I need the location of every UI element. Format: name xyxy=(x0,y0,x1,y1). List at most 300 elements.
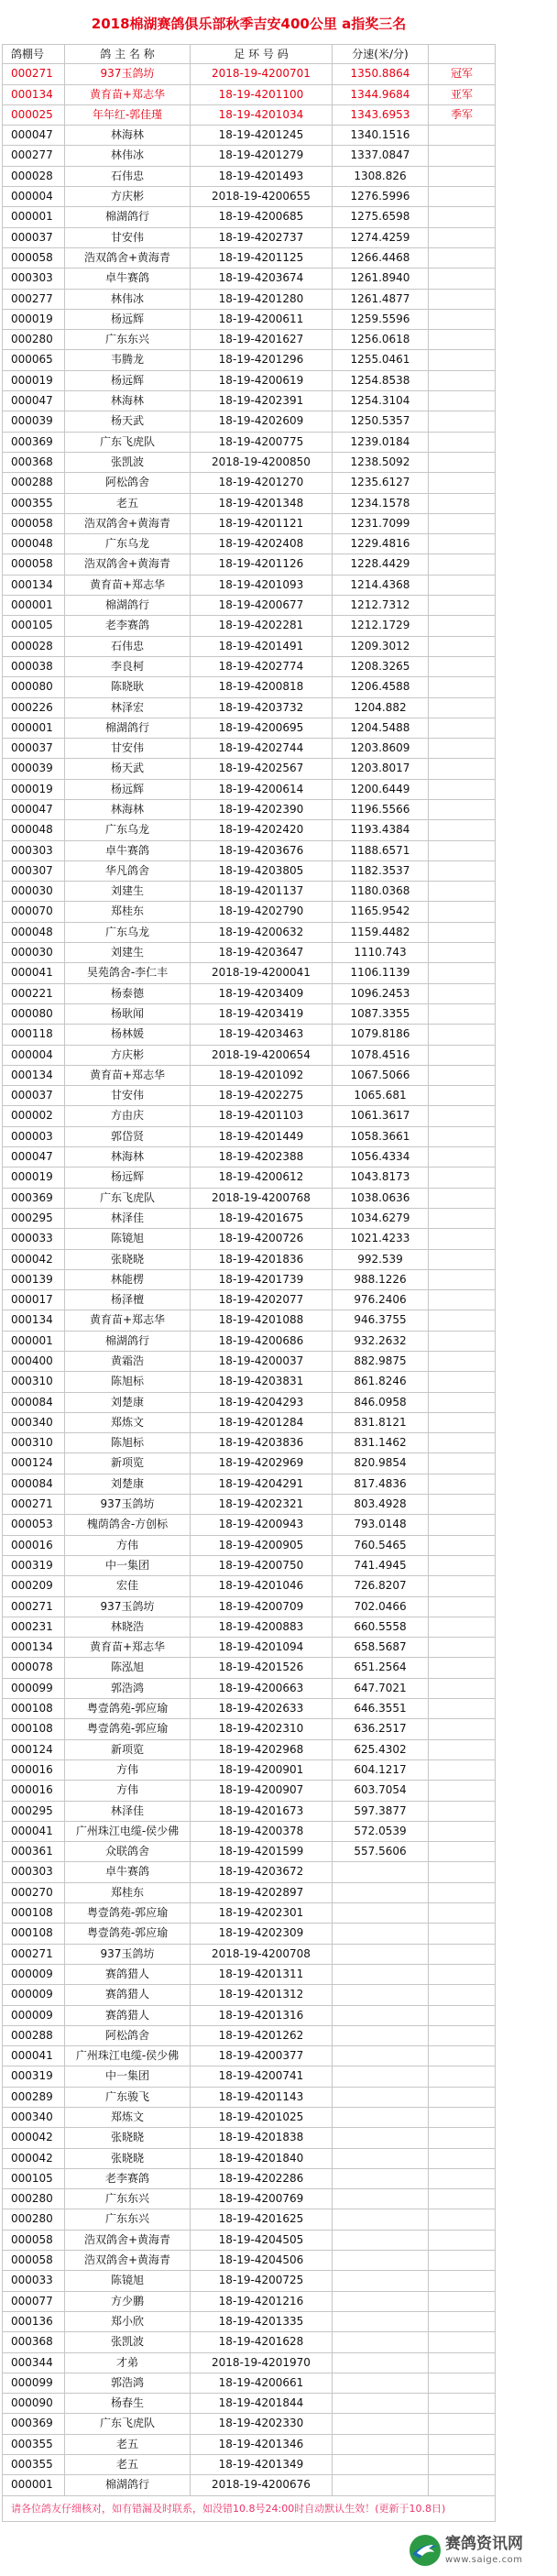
speed-cell: 1231.7099 xyxy=(333,514,429,533)
speed-cell xyxy=(333,2353,429,2373)
ring-number-cell: 18-19-4200378 xyxy=(191,1822,333,1841)
loft-id-cell: 000108 xyxy=(3,1719,65,1738)
award-cell xyxy=(429,2312,496,2331)
award-cell xyxy=(429,2475,496,2494)
speed-cell: 1058.3661 xyxy=(333,1127,429,1146)
loft-id-cell: 000099 xyxy=(3,2373,65,2393)
speed-cell xyxy=(333,2046,429,2066)
owner-name-cell: 老李赛鸽 xyxy=(65,2169,191,2188)
award-cell xyxy=(429,657,496,676)
watermark-site-name: 赛鸽资讯网 xyxy=(445,2535,523,2553)
loft-id-cell: 000090 xyxy=(3,2394,65,2413)
header-row xyxy=(2,44,496,64)
table-row xyxy=(2,2373,496,2394)
speed-cell: 1214.4368 xyxy=(333,575,429,595)
award-cell xyxy=(429,1658,496,1677)
loft-id-cell: 000001 xyxy=(3,718,65,738)
award-cell xyxy=(429,2088,496,2107)
award-cell xyxy=(429,534,496,554)
owner-name-cell: 方伟 xyxy=(65,1781,191,1800)
table-row xyxy=(2,2475,496,2495)
owner-name-cell: 槐荫鸽舍-方创标 xyxy=(65,1515,191,1534)
owner-name-cell: 广东骏飞 xyxy=(65,2088,191,2107)
speed-cell: 1239.0184 xyxy=(333,433,429,452)
loft-id-cell: 000025 xyxy=(3,105,65,125)
table-row xyxy=(2,1147,496,1167)
owner-name-cell: 张晓晓 xyxy=(65,2149,191,2168)
loft-id-cell: 000280 xyxy=(3,2189,65,2209)
owner-name-cell: 广东东兴 xyxy=(65,330,191,349)
loft-id-cell: 000058 xyxy=(3,248,65,268)
table-row xyxy=(2,902,496,922)
speed-cell: 1212.1729 xyxy=(333,616,429,635)
loft-id-cell: 000134 xyxy=(3,1310,65,1330)
owner-name-cell: 刘楚康 xyxy=(65,1474,191,1494)
owner-name-cell: 郑桂东 xyxy=(65,1883,191,1902)
owner-name-cell: 杨远辉 xyxy=(65,1167,191,1187)
owner-name-cell: 新项览 xyxy=(65,1453,191,1473)
ring-number-cell: 2018-19-4201970 xyxy=(191,2353,333,2373)
loft-id-cell: 000039 xyxy=(3,411,65,431)
owner-name-cell: 广州珠江电缆-侯少佛 xyxy=(65,2046,191,2066)
speed-cell: 1204.5488 xyxy=(333,718,429,738)
owner-name-cell: 杨远辉 xyxy=(65,310,191,329)
loft-id-cell: 000271 xyxy=(3,1597,65,1617)
award-cell xyxy=(429,1352,496,1371)
ring-number-cell: 18-19-4200907 xyxy=(191,1781,333,1800)
award-cell xyxy=(429,759,496,778)
speed-cell: 1255.0461 xyxy=(333,350,429,369)
speed-cell: 1337.0847 xyxy=(333,146,429,165)
loft-id-cell: 000368 xyxy=(3,2332,65,2351)
award-cell xyxy=(429,1189,496,1208)
award-cell xyxy=(429,2026,496,2045)
speed-cell xyxy=(333,2026,429,2045)
table-row xyxy=(2,350,496,370)
table-row xyxy=(2,780,496,800)
loft-id-cell: 000134 xyxy=(3,1066,65,1085)
speed-cell xyxy=(333,1862,429,1881)
ring-number-cell: 2018-19-4200676 xyxy=(191,2475,333,2494)
loft-id-cell: 000134 xyxy=(3,575,65,595)
ring-number-cell: 18-19-4200775 xyxy=(191,433,333,452)
ring-number-cell: 18-19-4201216 xyxy=(191,2292,333,2311)
award-cell xyxy=(429,1046,496,1065)
col-header-loft-id: 鸽棚号 xyxy=(3,45,65,63)
table-row xyxy=(2,698,496,718)
award-cell xyxy=(429,1556,496,1575)
loft-id-cell: 000017 xyxy=(3,1290,65,1310)
owner-name-cell: 刘楚康 xyxy=(65,1393,191,1412)
ring-number-cell: 18-19-4202275 xyxy=(191,1086,333,1105)
award-cell xyxy=(429,1822,496,1841)
col-header-owner: 鸽 主 名 称 xyxy=(65,45,191,63)
loft-id-cell: 000047 xyxy=(3,391,65,411)
speed-cell: 976.2406 xyxy=(333,1290,429,1310)
ring-number-cell: 18-19-4203831 xyxy=(191,1372,333,1391)
speed-cell: 1274.4259 xyxy=(333,228,429,247)
table-row xyxy=(2,1209,496,1229)
ring-number-cell: 18-19-4201599 xyxy=(191,1842,333,1861)
table-row xyxy=(2,2209,496,2230)
award-cell xyxy=(429,167,496,186)
owner-name-cell: 甘安伟 xyxy=(65,739,191,758)
table-row xyxy=(2,473,496,493)
loft-id-cell: 000319 xyxy=(3,1556,65,1575)
ring-number-cell: 18-19-4202321 xyxy=(191,1495,333,1514)
ring-number-cell: 18-19-4201296 xyxy=(191,350,333,369)
ring-number-cell: 18-19-4202774 xyxy=(191,657,333,676)
award-cell xyxy=(429,2251,496,2270)
loft-id-cell: 000319 xyxy=(3,2066,65,2086)
award-cell xyxy=(429,473,496,492)
owner-name-cell: 黄霜浩 xyxy=(65,1352,191,1371)
award-cell xyxy=(429,290,496,309)
speed-cell xyxy=(333,2108,429,2127)
owner-name-cell: 黄育苗+郑志华 xyxy=(65,1638,191,1657)
ring-number-cell: 18-19-4200726 xyxy=(191,1229,333,1248)
loft-id-cell: 000288 xyxy=(3,2026,65,2045)
speed-cell: 1188.6571 xyxy=(333,841,429,860)
loft-id-cell: 000355 xyxy=(3,2455,65,2474)
loft-id-cell: 000033 xyxy=(3,1229,65,1248)
table-row xyxy=(2,2394,496,2414)
speed-cell: 831.1462 xyxy=(333,1433,429,1452)
award-cell xyxy=(429,841,496,860)
table-row xyxy=(2,534,496,554)
ring-number-cell: 18-19-4200943 xyxy=(191,1515,333,1534)
speed-cell: 1350.8864 xyxy=(333,64,429,83)
loft-id-cell: 000009 xyxy=(3,2006,65,2025)
speed-cell: 817.4836 xyxy=(333,1474,429,1494)
speed-cell: 1254.8538 xyxy=(333,371,429,390)
loft-id-cell: 000080 xyxy=(3,677,65,696)
speed-cell: 1021.4233 xyxy=(333,1229,429,1248)
table-row xyxy=(2,1576,496,1596)
table-row xyxy=(2,2046,496,2066)
speed-cell: 882.9875 xyxy=(333,1352,429,1371)
ring-number-cell: 18-19-4201349 xyxy=(191,2455,333,2474)
watermark-text xyxy=(445,2535,523,2566)
owner-name-cell: 韦腾龙 xyxy=(65,350,191,369)
award-cell xyxy=(429,1760,496,1780)
table-row xyxy=(2,1004,496,1025)
ring-number-cell: 18-19-4204506 xyxy=(191,2251,333,2270)
ring-number-cell: 18-19-4202790 xyxy=(191,902,333,921)
loft-id-cell: 000078 xyxy=(3,1658,65,1677)
ring-number-cell: 18-19-4200750 xyxy=(191,1556,333,1575)
loft-id-cell: 000099 xyxy=(3,1679,65,1698)
results-body xyxy=(2,64,496,2495)
table-row xyxy=(2,1352,496,1372)
loft-id-cell: 000231 xyxy=(3,1617,65,1637)
ring-number-cell: 18-19-4200818 xyxy=(191,677,333,696)
loft-id-cell: 000105 xyxy=(3,2169,65,2188)
award-cell xyxy=(429,1719,496,1738)
award-cell xyxy=(429,1250,496,1269)
table-row xyxy=(2,677,496,697)
owner-name-cell: 方由庆 xyxy=(65,1106,191,1125)
table-row xyxy=(2,2189,496,2209)
owner-name-cell: 浩双鸽舍+黄海青 xyxy=(65,514,191,533)
speed-cell: 604.1217 xyxy=(333,1760,429,1780)
owner-name-cell: 才弟 xyxy=(65,2353,191,2373)
table-row xyxy=(2,1903,496,1924)
award-cell xyxy=(429,2006,496,2025)
loft-id-cell: 000105 xyxy=(3,616,65,635)
owner-name-cell: 林海林 xyxy=(65,800,191,819)
table-row xyxy=(2,637,496,657)
speed-cell: 741.4945 xyxy=(333,1556,429,1575)
speed-cell: 1087.3355 xyxy=(333,1004,429,1024)
owner-name-cell: 杨耿闻 xyxy=(65,1004,191,1024)
table-row xyxy=(2,554,496,575)
loft-id-cell: 000221 xyxy=(3,984,65,1003)
table-row xyxy=(2,2251,496,2271)
owner-name-cell: 黄育苗+郑志华 xyxy=(65,85,191,104)
ring-number-cell: 18-19-4200901 xyxy=(191,1760,333,1780)
loft-id-cell: 000019 xyxy=(3,780,65,799)
speed-cell: 988.1226 xyxy=(333,1270,429,1289)
loft-id-cell: 000295 xyxy=(3,1209,65,1228)
loft-id-cell: 000001 xyxy=(3,1332,65,1351)
table-row xyxy=(2,1597,496,1617)
loft-id-cell: 000303 xyxy=(3,841,65,860)
award-cell xyxy=(429,1617,496,1637)
table-row xyxy=(2,841,496,861)
table-row xyxy=(2,1413,496,1433)
award-cell xyxy=(429,1862,496,1881)
owner-name-cell: 黄育苗+郑志华 xyxy=(65,575,191,595)
speed-cell: 1343.6953 xyxy=(333,105,429,125)
owner-name-cell: 方庆彬 xyxy=(65,187,191,206)
speed-cell: 572.0539 xyxy=(333,1822,429,1841)
loft-id-cell: 000004 xyxy=(3,187,65,206)
award-cell xyxy=(429,310,496,329)
ring-number-cell: 18-19-4201125 xyxy=(191,248,333,268)
owner-name-cell: 杨天武 xyxy=(65,759,191,778)
speed-cell: 1250.5357 xyxy=(333,411,429,431)
ring-number-cell: 18-19-4202737 xyxy=(191,228,333,247)
owner-name-cell: 林海林 xyxy=(65,126,191,145)
award-cell xyxy=(429,1310,496,1330)
award-cell xyxy=(429,1413,496,1432)
owner-name-cell: 陈泓旭 xyxy=(65,1658,191,1677)
ring-number-cell: 18-19-4203463 xyxy=(191,1025,333,1044)
award-cell xyxy=(429,1965,496,1984)
speed-cell xyxy=(333,2394,429,2413)
owner-name-cell: 林伟冰 xyxy=(65,146,191,165)
loft-id-cell: 000047 xyxy=(3,800,65,819)
ring-number-cell: 18-19-4200619 xyxy=(191,371,333,390)
owner-name-cell: 张凯波 xyxy=(65,2332,191,2351)
ring-number-cell: 18-19-4203805 xyxy=(191,861,333,881)
ring-number-cell: 18-19-4201449 xyxy=(191,1127,333,1146)
loft-id-cell: 000077 xyxy=(3,2292,65,2311)
speed-cell: 646.3551 xyxy=(333,1699,429,1718)
loft-id-cell: 000303 xyxy=(3,269,65,288)
ring-number-cell: 18-19-4200741 xyxy=(191,2066,333,2086)
owner-name-cell: 浩双鸽舍+黄海青 xyxy=(65,2231,191,2250)
loft-id-cell: 000041 xyxy=(3,2046,65,2066)
award-cell xyxy=(429,1025,496,1044)
award-cell xyxy=(429,554,496,574)
ring-number-cell: 18-19-4203672 xyxy=(191,1862,333,1881)
award-cell xyxy=(429,1945,496,1964)
award-cell xyxy=(429,1679,496,1698)
speed-cell: 636.2517 xyxy=(333,1719,429,1738)
table-row xyxy=(2,1189,496,1209)
owner-name-cell: 棉湖鸽行 xyxy=(65,718,191,738)
table-row xyxy=(2,1740,496,1760)
table-row xyxy=(2,2006,496,2026)
award-cell xyxy=(429,637,496,656)
ring-number-cell: 18-19-4200611 xyxy=(191,310,333,329)
award-cell xyxy=(429,2271,496,2290)
owner-name-cell: 黄育苗+郑志华 xyxy=(65,1066,191,1085)
table-row xyxy=(2,1822,496,1842)
table-row xyxy=(2,514,496,534)
ring-number-cell: 18-19-4201627 xyxy=(191,330,333,349)
speed-cell: 1212.7312 xyxy=(333,596,429,615)
award-cell xyxy=(429,1536,496,1555)
owner-name-cell: 老五 xyxy=(65,2455,191,2474)
speed-cell: 1193.4384 xyxy=(333,820,429,839)
owner-name-cell: 阿松鸽舍 xyxy=(65,2026,191,2045)
owner-name-cell: 浩双鸽舍+黄海青 xyxy=(65,554,191,574)
owner-name-cell: 陈旭标 xyxy=(65,1372,191,1391)
table-row xyxy=(2,739,496,759)
award-cell xyxy=(429,1740,496,1759)
table-row xyxy=(2,207,496,227)
ring-number-cell: 18-19-4200661 xyxy=(191,2373,333,2393)
owner-name-cell: 林泽佳 xyxy=(65,1802,191,1821)
table-row xyxy=(2,800,496,820)
loft-id-cell: 000004 xyxy=(3,1046,65,1065)
award-cell xyxy=(429,2209,496,2229)
table-row xyxy=(2,861,496,882)
award-cell xyxy=(429,2128,496,2147)
owner-name-cell: 陈旭标 xyxy=(65,1433,191,1452)
speed-cell xyxy=(333,2189,429,2209)
loft-id-cell: 000030 xyxy=(3,882,65,901)
table-row xyxy=(2,1025,496,1045)
table-row xyxy=(2,2312,496,2332)
speed-cell: 1203.8609 xyxy=(333,739,429,758)
speed-cell: 1235.6127 xyxy=(333,473,429,492)
speed-cell xyxy=(333,2292,429,2311)
award-cell xyxy=(429,1495,496,1514)
owner-name-cell: 广东飞虎队 xyxy=(65,2414,191,2433)
owner-name-cell: 广州珠江电缆-侯少佛 xyxy=(65,1822,191,1841)
loft-id-cell: 000042 xyxy=(3,1250,65,1269)
speed-cell: 1261.4877 xyxy=(333,290,429,309)
speed-cell xyxy=(333,2128,429,2147)
speed-cell: 651.2564 xyxy=(333,1658,429,1677)
table-row xyxy=(2,1127,496,1147)
award-cell xyxy=(429,698,496,718)
owner-name-cell: 刘建生 xyxy=(65,882,191,901)
award-cell xyxy=(429,1802,496,1821)
owner-name-cell: 中一集团 xyxy=(65,1556,191,1575)
speed-cell xyxy=(333,2209,429,2229)
table-row xyxy=(2,391,496,411)
award-cell xyxy=(429,1290,496,1310)
owner-name-cell: 陈晓耿 xyxy=(65,677,191,696)
table-row xyxy=(2,1290,496,1310)
ring-number-cell: 18-19-4200769 xyxy=(191,2189,333,2209)
speed-cell: 1106.1139 xyxy=(333,963,429,982)
loft-id-cell: 000271 xyxy=(3,1495,65,1514)
speed-cell: 726.8207 xyxy=(333,1576,429,1595)
award-cell xyxy=(429,1393,496,1412)
ring-number-cell: 18-19-4201025 xyxy=(191,2108,333,2127)
col-header-award xyxy=(429,45,496,63)
table-row xyxy=(2,330,496,350)
table-row xyxy=(2,1617,496,1638)
owner-name-cell: 新项览 xyxy=(65,1740,191,1759)
ring-number-cell: 18-19-4200037 xyxy=(191,1352,333,1371)
ring-number-cell: 18-19-4201088 xyxy=(191,1310,333,1330)
owner-name-cell: 937玉鸽坊 xyxy=(65,1495,191,1514)
table-row xyxy=(2,1229,496,1249)
speed-cell: 1228.4429 xyxy=(333,554,429,574)
speed-cell: 1056.4334 xyxy=(333,1147,429,1167)
sheet-title: 2018棉湖赛鸽俱乐部秋季吉安400公里 a指奖三名 xyxy=(91,16,407,32)
loft-id-cell: 000058 xyxy=(3,2231,65,2250)
loft-id-cell: 000084 xyxy=(3,1393,65,1412)
award-cell xyxy=(429,1004,496,1024)
award-cell xyxy=(429,1209,496,1228)
loft-id-cell: 000016 xyxy=(3,1781,65,1800)
ring-number-cell: 18-19-4202420 xyxy=(191,820,333,839)
table-row xyxy=(2,1270,496,1290)
loft-id-cell: 000344 xyxy=(3,2353,65,2373)
award-cell xyxy=(429,494,496,513)
table-row xyxy=(2,882,496,902)
speed-cell: 946.3755 xyxy=(333,1310,429,1330)
speed-cell: 992.539 xyxy=(333,1250,429,1269)
owner-name-cell: 卓牛赛鸽 xyxy=(65,841,191,860)
table-row xyxy=(2,2353,496,2373)
ring-number-cell: 18-19-4201245 xyxy=(191,126,333,145)
table-row xyxy=(2,1842,496,1862)
ring-number-cell: 18-19-4201844 xyxy=(191,2394,333,2413)
loft-id-cell: 000084 xyxy=(3,1474,65,1494)
table-row xyxy=(2,85,496,105)
loft-id-cell: 000134 xyxy=(3,1638,65,1657)
ring-number-cell: 18-19-4203409 xyxy=(191,984,333,1003)
ring-number-cell: 18-19-4200725 xyxy=(191,2271,333,2290)
owner-name-cell: 众联鸽舍 xyxy=(65,1842,191,1861)
loft-id-cell: 000001 xyxy=(3,596,65,615)
speed-cell xyxy=(333,2332,429,2351)
ring-number-cell: 18-19-4201493 xyxy=(191,167,333,186)
owner-name-cell: 郑桂东 xyxy=(65,902,191,921)
table-row xyxy=(2,1802,496,1822)
speed-cell: 1180.0368 xyxy=(333,882,429,901)
table-row xyxy=(2,167,496,187)
loft-id-cell: 000310 xyxy=(3,1372,65,1391)
award-cell xyxy=(429,2394,496,2413)
owner-name-cell: 赛鸽猎人 xyxy=(65,2006,191,2025)
ring-number-cell: 18-19-4201312 xyxy=(191,1985,333,2004)
owner-name-cell: 937玉鸽坊 xyxy=(65,1945,191,1964)
owner-name-cell: 棉湖鸽行 xyxy=(65,596,191,615)
table-row xyxy=(2,1066,496,1086)
speed-cell: 1204.882 xyxy=(333,698,429,718)
award-cell xyxy=(429,1903,496,1923)
